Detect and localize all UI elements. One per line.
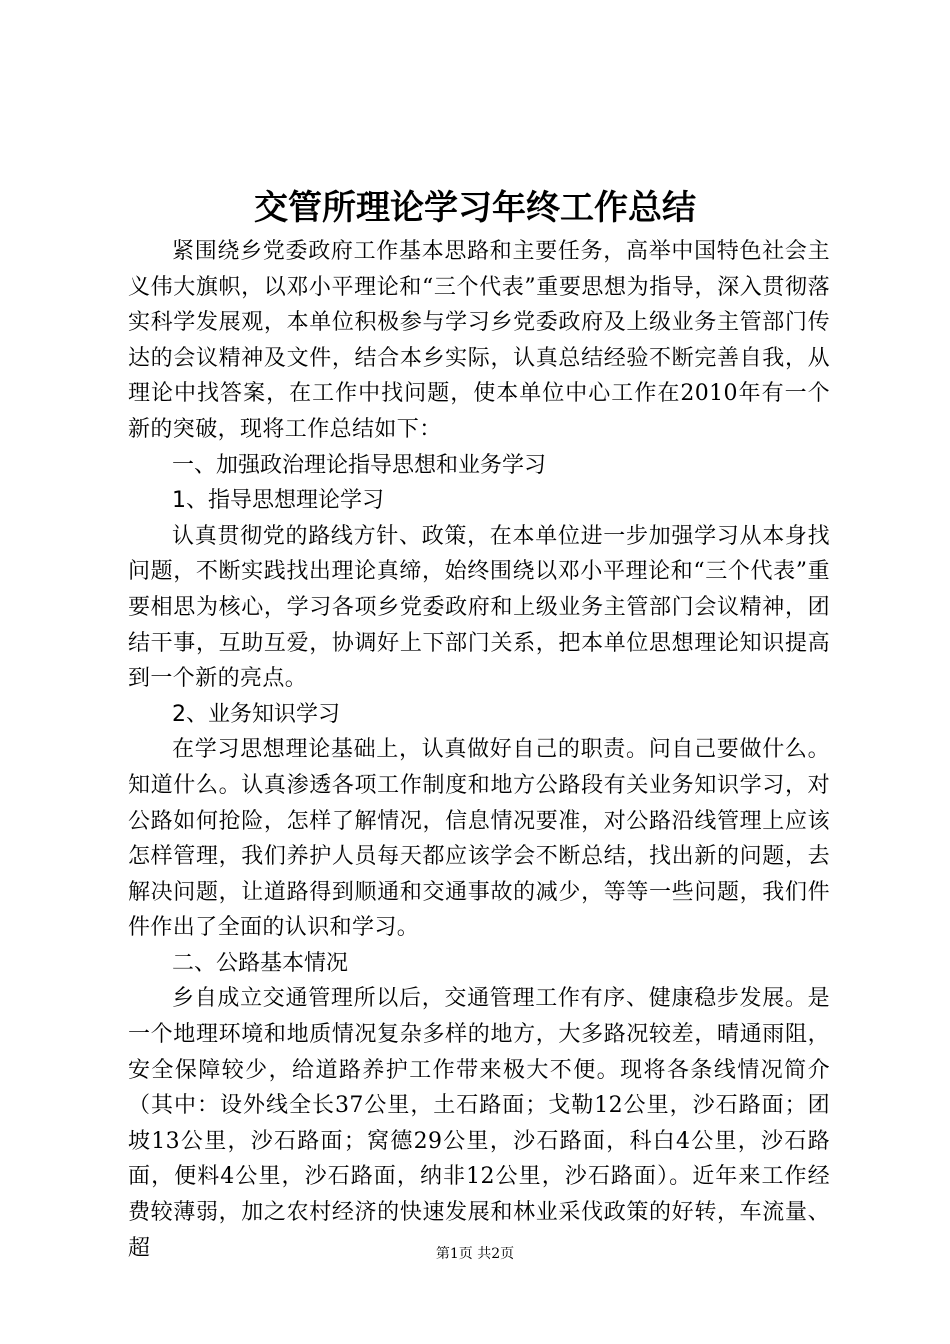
- page-number-footer: 第1页 共2页: [435, 1246, 515, 1262]
- subsection-heading-1-2: 2、业务知识学习: [172, 701, 340, 727]
- paragraph-theory-study: 认真贯彻党的路线方针、政策，在本单位进一步加强学习从本身找问题，不断实践找出理论真缔，始终围绕以邓小平理论和“三个代表”重要相思为核心，学习各项乡党委政府和上级业务主管部门会议精神，团结干事，互助互爱，协调好上下部门关系，把本单位思想理论知识提高到一个新的亮点。: [128, 523, 830, 692]
- paragraph-business-study: 在学习思想理论基础上，认真做好自己的职责。问自己要做什么。知道什么。认真渗透各项工作制度和地方公路段有关业务知识学习，对公路如何抢险，怎样了解情况，信息情况要准，对公路沿线管理上应该怎样管理，我们养护人员每天都应该学会不断总结，找出新的问题，去解决问题，让道路得到顺通和交通事故的减少，等等一些问题，我们件件作出了全面的认识和学习。: [128, 737, 830, 941]
- section-heading-1: 一、加强政治理论指导思想和业务学习: [172, 452, 547, 478]
- paragraph-road-situation: 乡自成立交通管理所以后，交通管理工作有序、健康稳步发展。是一个地理环境和地质情况复杂多样的地方，大多路况较差，晴通雨阻，安全保障较少，给道路养护工作带来极大不便。现将各条线情况简介（其中：设外线全长37公里，土石路面；戈勒12公里，沙石路面；团坡13公里，沙石路面；窝德29公里，沙石路面，科白4公里，沙石路面，便料4公里，沙石路面，纳非12公里，沙石路面）。近年来工作经费较薄弱，加之农村经济的快速发展和林业采伐政策的好转，车流量、超: [128, 986, 830, 1261]
- document-title: 交管所理论学习年终工作总结: [254, 188, 696, 228]
- section-heading-2: 二、公路基本情况: [172, 950, 349, 976]
- intro-paragraph: 紧围绕乡党委政府工作基本思路和主要任务，高举中国特色社会主义伟大旗帜，以邓小平理论和“三个代表”重要思想为指导，深入贯彻落实科学发展观，本单位积极参与学习乡党委政府及上级业务主管部门传达的会议精神及文件，结合本乡实际，认真总结经验不断完善自我，从理论中找答案，在工作中找问题，使本单位中心工作在2010年有一个新的突破，现将工作总结如下：: [128, 239, 830, 442]
- document-body: [128, 234, 830, 1266]
- subsection-heading-1-1: 1、指导思想理论学习: [172, 488, 384, 514]
